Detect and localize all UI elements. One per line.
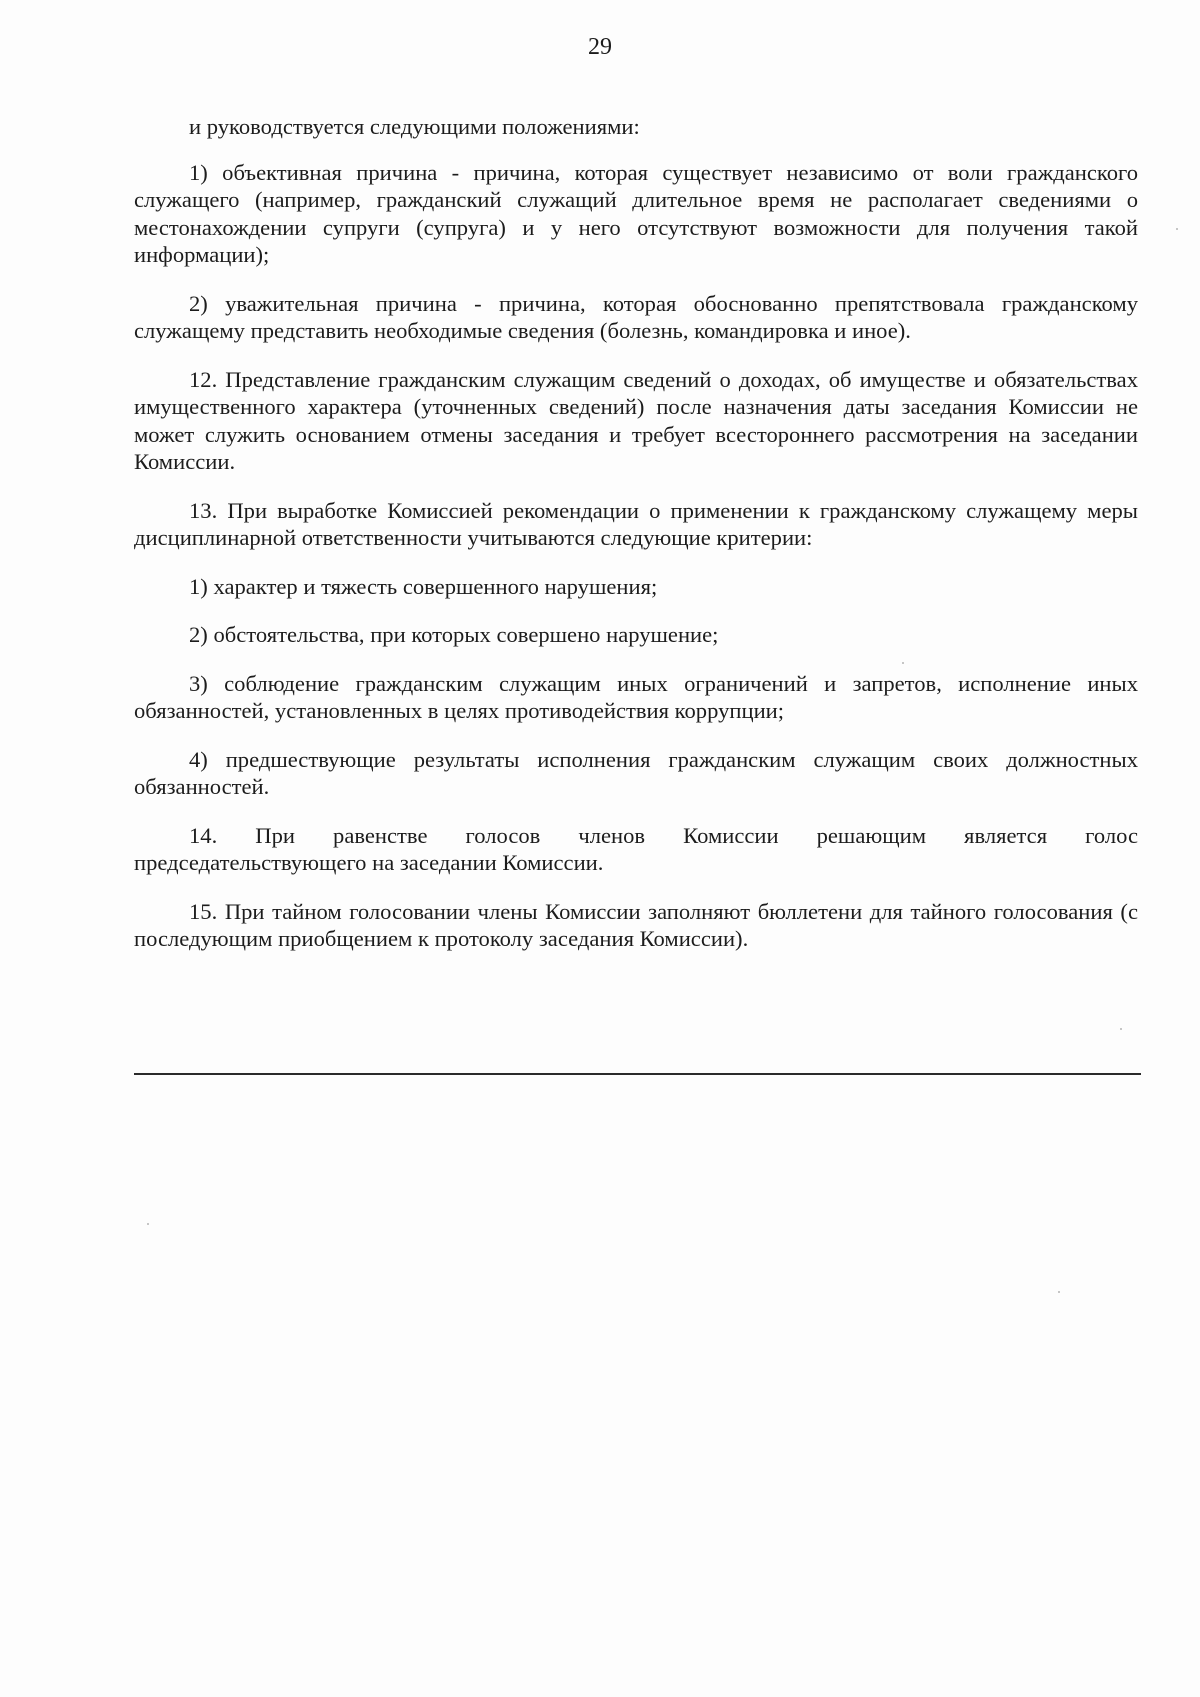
criterion-4-paragraph: 4) предшествующие результаты исполнения гражданским служащим своих должностных обязанностей.	[134, 746, 1138, 799]
clause-14-continuation: председательствующего на заседании Комиссии.	[134, 850, 604, 875]
clause-15-paragraph: 15. При тайном голосовании члены Комиссии заполняют бюллетени для тайного голосования (с последующим приобщением к протоколу заседания Комиссии).	[134, 898, 1138, 951]
intro-paragraph: и руководствуется следующими положениями:	[189, 114, 640, 139]
clause-12-paragraph: 12. Представление гражданским служащим сведений о доходах, об имуществе и обязательствах имущественного характера (уточненных сведений) после назначения даты заседания Комиссии не может служить основанием отмены заседания и требует всестороннего рассмотрения на заседании Комиссии.	[134, 366, 1138, 474]
valid-reason-paragraph: 2) уважительная причина - причина, которая обоснованно препятствовала гражданскому служащему представить необходимые сведения (болезнь, командировка и иное).	[134, 290, 1138, 343]
page-number: 29	[588, 34, 612, 60]
criterion-3-paragraph: 3) соблюдение гражданским служащим иных ограничений и запретов, исполнение иных обязанностей, установленных в целях противодействия коррупции;	[134, 670, 1138, 723]
scan-speck	[1120, 1028, 1122, 1030]
end-separator-line	[134, 1073, 1141, 1075]
clause-13-paragraph: 13. При выработке Комиссией рекомендации о применении к гражданскому служащему меры дисциплинарной ответственности учитываются следующие критерии:	[134, 497, 1138, 550]
scan-speck	[1176, 228, 1178, 230]
document-body	[134, 113, 1138, 974]
scan-speck	[902, 662, 904, 664]
criterion-1-paragraph: 1) характер и тяжесть совершенного нарушения;	[189, 573, 658, 599]
criterion-2-paragraph: 2) обстоятельства, при которых совершено нарушение;	[189, 622, 719, 647]
scan-speck	[147, 1223, 149, 1225]
objective-reason-paragraph: 1) объективная причина - причина, которая существует независимо от воли гражданского служащего (например, гражданский служащий длительное время не располагает сведениями о местонахождении супруги (супруга) и у него отсутствуют возможности для получения такой информации);	[134, 159, 1138, 267]
clause-14-paragraph: 14. При равенстве голосов членов Комиссии решающим является голос	[189, 822, 1138, 848]
scan-speck	[1058, 1291, 1060, 1293]
